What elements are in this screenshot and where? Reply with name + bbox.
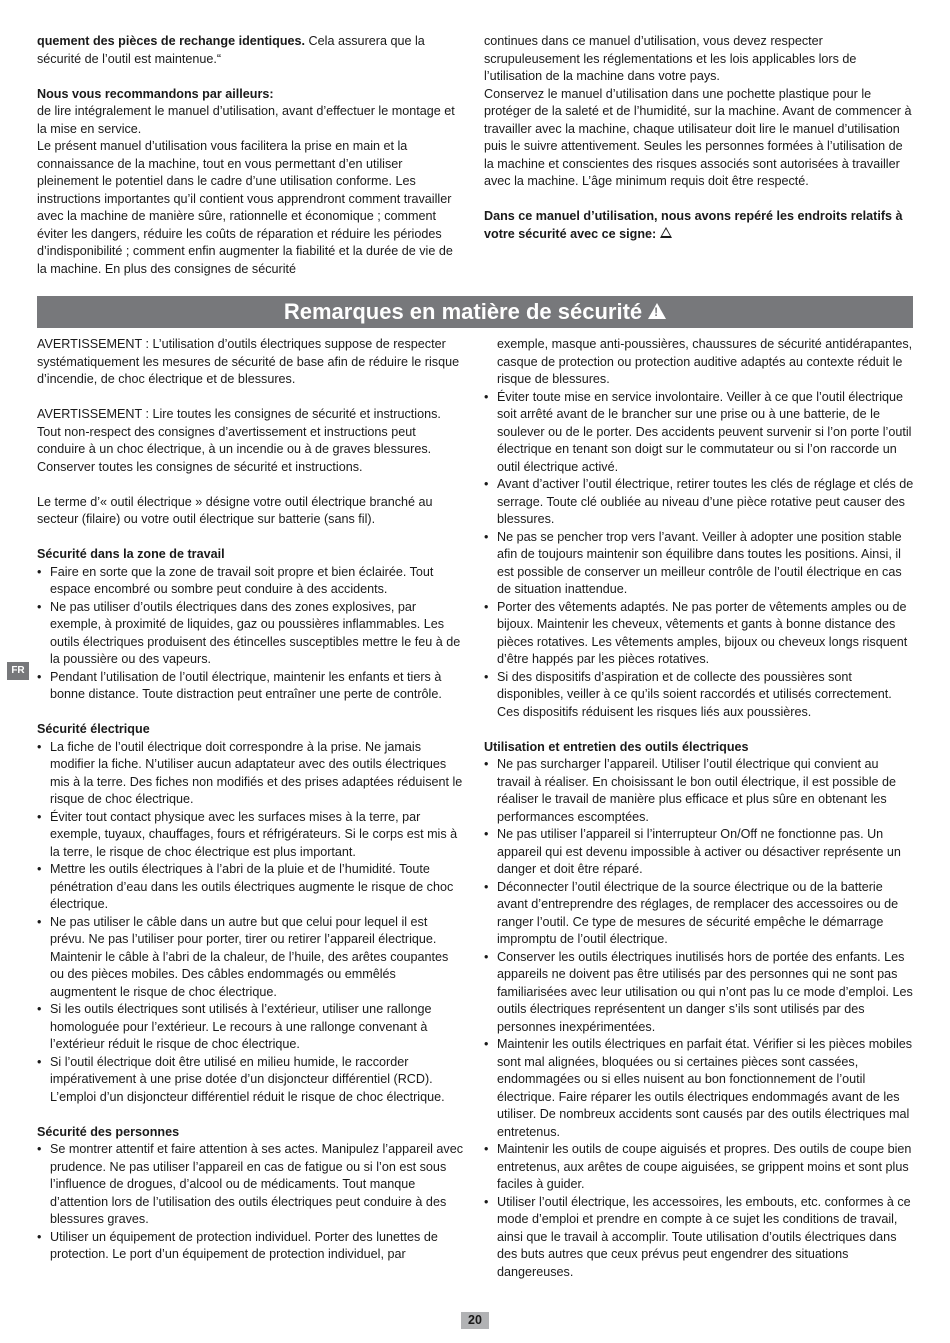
list-item: • Déconnecter l’outil électrique de la source électrique ou de la batterie avant d’entreprendre des réglages, de remplacer des accessoires ou de ranger l’outil. Ce type de mesures de sécurité empêche le démarrage impromptu de l’outil électrique. [484,879,914,949]
section-banner [37,296,913,328]
list-item: • Faire en sorte que la zone de travail soit propre et bien éclairée. Tout espace encombré ou sombre peut conduire à des accidents. [37,564,465,599]
safety-left-column [37,336,465,1264]
list-item: • Ne pas utiliser le câble dans un autre but que celui pour lequel il est prévu. Ne pas l’utiliser pour porter, tirer ou retirer l’appareil électrique. Maintenir le câble à l’abri de la chaleur, de l’huile, des arêtes coupantes ou des pièces mobiles. Des câbles endommagés ou emmêlés augmentent le risque de choc électrique. [37,914,465,1002]
list-item: • Porter des vêtements adaptés. Ne pas porter de vêtements amples ou de bijoux. Maintenir les cheveux, vêtements et gants à bonne distance des pièces rotatives. Les vêtements amples, bijoux ou cheveux longs risquent d’être happés par les pièces rotatives. [484,599,914,669]
definition-paragraph: Le terme d’« outil électrique » désigne votre outil électrique branché au secteur (filaire) ou votre outil électrique sur batterie (sans fil). [37,494,433,526]
use-maintenance-list [484,756,914,1281]
list-item: • Si l’outil électrique doit être utilisé en milieu humide, le raccorder impérativement à une prise dotée d’un disjoncteur différentiel (RCD). L’emploi d’un disjoncteur différentiel réduit le risque de choc électrique. [37,1054,465,1107]
warning-triangle-icon [648,303,666,319]
safety-right-column [484,336,914,1281]
list-item: • Éviter tout contact physique avec les surfaces mises à la terre, par exemple, tuyaux, chauffages, fours et réfrigérateurs. Si le corps est mis à la terre, le risque de choc électrique est plus important. [37,809,465,862]
personal-list-continued [484,336,914,721]
list-item: • Avant d’activer l’outil électrique, retirer toutes les clés de réglage et clés de serrage. Toute clé oubliée au niveau d’une pièce rotative peut causer des blessures. [484,476,914,529]
list-item: • Si les outils électriques sont utilisés à l’extérieur, utiliser une rallonge homologuée pour l’extérieur. Le recours à une rallonge convenant à l’extérieur réduit le risque de choc électrique. [37,1001,465,1054]
safety-sign-note: Dans ce manuel d’utilisation, nous avons repéré les endroits relatifs à votre sécurité avec ce signe: [484,209,903,241]
intro-right-column [484,33,912,243]
intro-heading: Nous vous recommandons par ailleurs: [37,86,274,101]
list-item: • Utiliser un équipement de protection individuel. Porter des lunettes de protection. Le port d’un équipement de protection individuel, par [37,1229,465,1264]
personal-list [37,1141,465,1264]
page-number: 20 [461,1312,489,1329]
list-item: • Pendant l’utilisation de l’outil électrique, maintenir les enfants et tiers à bonne distance. Toute distraction peut entraîner une perte de contrôle. [37,669,465,704]
list-item: • La fiche de l’outil électrique doit correspondre à la prise. Ne jamais modifier la fiche. N’utiliser aucun adaptateur avec des outils électriques mis à la terre. Des fiches non modifiés et des prises adaptées réduisent le risque de choc électrique. [37,739,465,809]
list-item: • Ne pas se pencher trop vers l’avant. Veiller à adopter une position stable afin de toujours maintenir son équilibre dans toutes les positions. Ainsi, il est possible de conserver un meilleur contrôle de l’outil électrique en cas de situation inattendue. [484,529,914,599]
list-item: • Ne pas utiliser d’outils électriques dans des zones explosives, par exemple, à proximité de liquides, gaz ou poussières inflammables. Les outils électriques produisent des étincelles susceptibles mettre le feu à de la poussière ou des vapeurs. [37,599,465,669]
list-item: • Ne pas surcharger l’appareil. Utiliser l’outil électrique qui convient au travail à réaliser. En choisissant le bon outil électrique, il est possible de réaliser le travail de manière plus efficace et plus sûre en obtenant les performances escomptées. [484,756,914,826]
section-heading-personal: Sécurité des personnes [37,1124,180,1139]
intro-paragraph: Le présent manuel d’utilisation vous facilitera la prise en main et la connaissance de la machine, tout en vous permettant d’en utiliser pleinement le potentiel dans le cadre d’une utilisation conforme. Les instructions importantes qu’il contient vous apprendront comment travailler avec la machine de manière sûre, rationnelle et économique ; comment éviter les dangers, réduire les coûts de réparation et réduire les périodes d’indisponibilité ; comment enfin augmenter la fiabilité et la durée de vie de la machine. En plus des consignes de sécurité [37,139,453,276]
list-item: • Se montrer attentif et faire attention à ses actes. Manipulez l’appareil avec prudence. Ne pas utiliser l’appareil en cas de fatigue ou si l’on est sous l’influence de drogues, d’alcool ou de médicaments. Tout manque d’attention lors de l’utilisation des outils électriques peut conduire à des blessures graves. [37,1141,465,1229]
intro-paragraph: de lire intégralement le manuel d’utilisation, avant d’effectuer le montage et la mise en service. [37,104,455,136]
intro-paragraph: quement des pièces de rechange identiques. Cela assurera que la sécurité de l’outil est maintenue.“ [37,34,425,66]
list-item: • Éviter toute mise en service involontaire. Veiller à ce que l’outil électrique soit arrêté avant de le brancher sur une prise ou à une batterie, de le soulever ou de le porter. Des accidents peuvent survenir si l’on porte l’outil électrique en tenant son doigt sur le commutateur ou si l’on raccorde un outil électrique activé. [484,389,914,477]
list-item-continued: exemple, masque anti-poussières, chaussures de sécurité antidérapantes, casque de protection ou protection auditive adaptés au contexte réduit le risque de blessures. [497,337,913,386]
intro-paragraph: continues dans ce manuel d’utilisation, vous devez respecter scrupuleusement les réglementations et les lois applicables lors de l’utilisation de la machine dans votre pays. [484,34,857,83]
banner-title: Remarques en matière de sécurité [283,299,643,324]
work-area-list [37,564,465,704]
section-heading-work-area: Sécurité dans la zone de travail [37,547,225,561]
list-item: • Utiliser l’outil électrique, les accessoires, les embouts, etc. conformes à ce mode d’emploi et prendre en compte à ce sujet les conditions de travail, ainsi que le travail à accomplir. Toute utilisation d’outils électriques dans des buts autres que ceux prévus peut engendrer des situations dangereuses. [484,1194,914,1282]
section-heading-electrical: Sécurité électrique [37,722,150,736]
language-tab: FR [7,662,29,680]
section-heading-use-maintenance: Utilisation et entretien des outils électriques [484,739,749,754]
list-item: • Maintenir les outils électriques en parfait état. Vérifier si les pièces mobiles sont mal alignées, bloquées ou si certaines pièces sont cassées, endommagées ou si elles nuisent au bon fonctionnement de l’outil électrique. Faire réparer les outils électriques endommagés avant de les utiliser. De nombreux accidents sont causés par des outils électriques mal entretenus. [484,1036,914,1141]
warning-triangle-icon [660,227,672,238]
list-item: • Ne pas utiliser l’appareil si l’interrupteur On/Off ne fonctionne pas. Un appareil qui est devenu impossible à activer ou désactiver représente un danger et doit être réparé. [484,826,914,879]
list-item: • Si des dispositifs d’aspiration et de collecte des poussières sont disponibles, veiller à ce qu’ils soient raccordés et utilisés correctement. Ces dispositifs réduisent les risques liés aux poussières. [484,669,914,722]
list-item: • Conserver les outils électriques inutilisés hors de portée des enfants. Les appareils ne doivent pas être utilisés par des personnes qui ne sont pas familiarisées avec leur utilisation ou qui n’ont pas lu ce mode d’emploi. Les outils électriques représentent un danger s’ils sont utilisés par des personnes inexpérimentées. [484,949,914,1037]
warning-paragraph: AVERTISSEMENT : Lire toutes les consignes de sécurité et instructions. Tout non-respect des consignes d’avertissement et instructions peut conduire à un choc électrique, à un incendie ou à de graves blessures. Conserver toutes les consignes de sécurité et instructions. [37,407,441,474]
intro-paragraph: Conservez le manuel d’utilisation dans une pochette plastique pour le protéger de la saleté et de l’humidité, sur la machine. Avant de commencer à travailler avec la machine, chaque utilisateur doit lire le manuel d’utilisation puis le suivre attentivement. Seules les personnes formées à l’utilisation de la machine et conscientes des risques associés sont autorisées à travailler avec la machine. L’âge minimum requis doit être respecté. [484,86,912,188]
list-item: • Maintenir les outils de coupe aiguisés et propres. Des outils de coupe bien entretenus, aux arêtes de coupe aiguisées, se grippent moins et sont plus faciles à guider. [484,1141,914,1194]
list-item: • Mettre les outils électriques à l’abri de la pluie et de l’humidité. Toute pénétration d’eau dans les outils électriques augmente le risque de choc électrique. [37,861,465,914]
electrical-list [37,739,465,1107]
intro-left-column [37,33,461,278]
warning-paragraph: AVERTISSEMENT : L’utilisation d’outils électriques suppose de respecter systématiquement les mesures de sécurité de base afin de réduire le risque d’incendie, de choc électrique et de blessures. [37,337,460,386]
